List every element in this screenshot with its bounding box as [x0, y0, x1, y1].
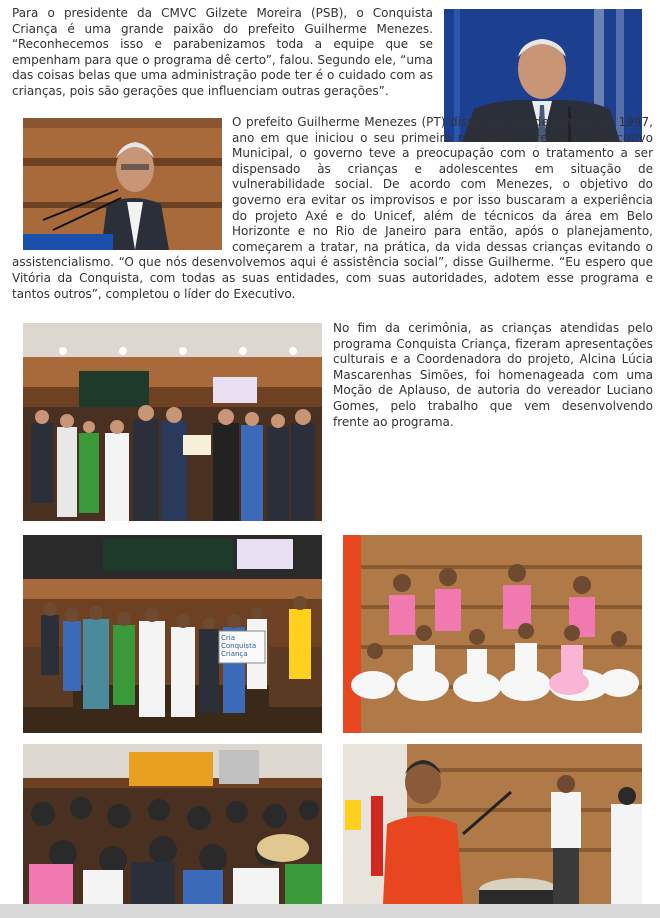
sign-text: Cria Conquista Criança	[221, 634, 257, 658]
photo-ceremony-group	[23, 323, 322, 521]
photo-children-with-sign	[23, 535, 322, 733]
photo-drummer	[343, 744, 642, 904]
photo-ballet-girls	[343, 535, 642, 733]
paragraph-mayor-statement: O prefeito Guilherme Menezes (PT) disse que desde janeiro de 1997, ano em que iniciou o seu primeiro mandato à frente do Executivo Municipal, o governo teve a preocupação com o tratamento a ser dispensado às crianças e adolescentes em situação de vulnerabilidade social. De acordo com Menezes, o objetivo do governo era evitar os improvisos e por isso buscaram a experiência do projeto Axé e do Unicef, além de técnicos da área em Belo Horizonte e no Rio de Janeiro para então, após o planejamento, começarem a tratar, na prática, da vida dessas crianças evitando o assistencialismo. “O que nós desenvolvemos aqui é assistência social”, disse Guilherme. “Eu espero que Vitória da Conquista, com todas as suas entidades, com suas autoridades, adotem esse programa e tantos outros”, completou o líder do Executivo.	[12, 115, 653, 301]
paragraph-ceremony-end: No fim da cerimônia, as crianças atendidas pelo programa Conquista Criança, fizeram apresentações culturais e a Coordenadora do projeto, Alcina Lúcia Mascarenhas Simões, foi homenageada com uma Moção de Aplauso, de autoria do vereador Luciano Gomes, pelo trabalho que vem desenvolvendo frente ao programa.	[333, 321, 653, 429]
paragraph-president-quote: Para o presidente da CMVC Gilzete Moreira (PSB), o Conquista Criança é uma grande paixão do prefeito Guilherme Menezes. “Reconhecemos isso e parabenizamos toda a equipe que se empenham para que o programa dê certo”, falou. Segundo ele, “uma das coisas belas que uma administração pode ter é o cuidado com as crianças, pois são gerações que influenciam outras gerações”.	[12, 6, 433, 98]
photo-audience-crowd	[23, 744, 322, 904]
bottom-scroll-strip	[0, 904, 660, 918]
float-spacer	[12, 115, 232, 255]
